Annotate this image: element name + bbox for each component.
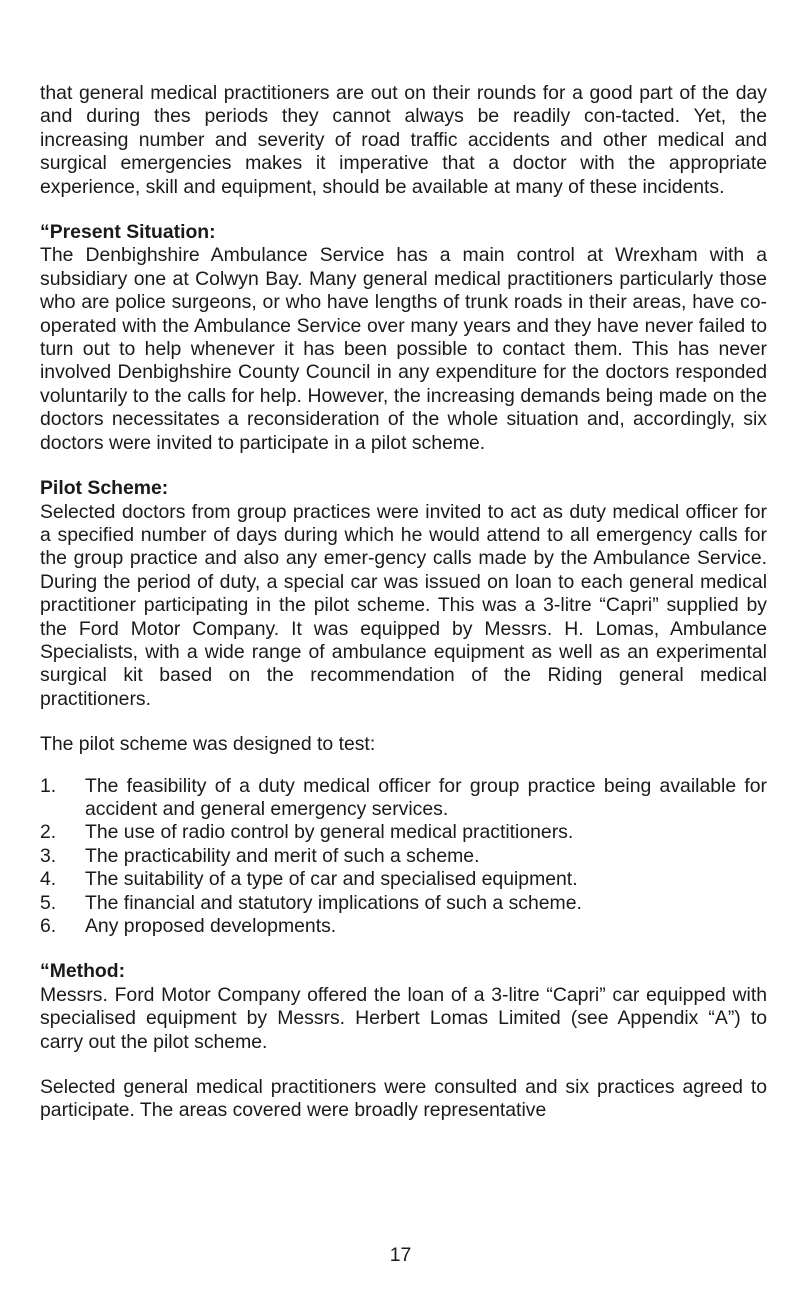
intro-paragraph: that general medical practitioners are out on their rounds for a good part of the day and during thes periods they cannot always be readily con-tacted. Yet, the increasing number and severity of road traffic accidents and other medical and surgical emergencies makes it imperative that a doctor with the appropriate experience, skill and equipment, should be available at many of these incidents. [40,82,767,198]
list-item-text: The suitability of a type of car and specialised equipment. [85,868,578,891]
test-list [40,775,767,939]
list-item-number: 4. [40,868,57,891]
list-item [40,821,767,844]
list-item [40,868,767,891]
list-item-number: 5. [40,891,57,914]
list-item-number: 3. [40,844,57,867]
method-paragraph-1: Messrs. Ford Motor Company offered the loan of a 3-litre “Capri” car equipped with specialised equipment by Messrs. Herbert Lomas Limited (see Appendix “A”) to carry out the pilot scheme. [40,983,767,1053]
test-intro: The pilot scheme was designed to test: [40,733,376,756]
list-item-number: 1. [40,774,57,797]
list-item-text: The practicability and merit of such a scheme. [85,844,480,867]
list-item [40,915,767,938]
document-page [40,82,767,1123]
present-situation-paragraph: The Denbighshire Ambulance Service has a main control at Wrexham with a subsidiary one at Colwyn Bay. Many general medical practitioners particularly those who are police surgeons, or who have lengths of trunk roads in their areas, have co-operated with the Ambulance Service over many years and they have never failed to turn out to help whenever it has been possible to contact them. This has never involved Denbighshire County Council in any expenditure for the doctors responded voluntarily to the calls for help. However, the increasing demands being made on the doctors necessitates a reconsideration of the whole situation and, accordingly, six doctors were invited to participate in a pilot scheme. [40,244,767,454]
list-item-text: The feasibility of a duty medical officer for group practice being available for accident and general emergency services. [85,774,767,820]
list-item-text: The financial and statutory implications of such a scheme. [85,891,582,914]
pilot-scheme-paragraph: Selected doctors from group practices were invited to act as duty medical officer for a specified number of days during which he would attend to all emergency calls for the group practice and also any emer-gency calls made by the Ambulance Service. During the period of duty, a special car was issued on loan to each general medical practitioner participating in the pilot scheme. This was a 3-litre “Capri” supplied by the Ford Motor Company. It was equipped by Messrs. H. Lomas, Ambulance Specialists, with a wide range of ambulance equipment as well as an experimental surgical kit based on the recommendation of the Riding general medical practitioners. [40,500,767,710]
list-item-number: 2. [40,821,57,844]
method-heading: “Method: [40,960,126,983]
present-situation-heading: “Present Situation: [40,221,216,244]
pilot-scheme-heading: Pilot Scheme: [40,477,169,500]
list-item [40,845,767,868]
list-item-text: The use of radio control by general medical practitioners. [85,821,574,844]
page-number: 17 [389,1244,412,1266]
list-item [40,775,767,822]
list-item [40,892,767,915]
method-paragraph-2: Selected general medical practitioners were consulted and six practices agreed to participate. The areas covered were broadly representative [40,1076,767,1122]
list-item-text: Any proposed developments. [85,915,337,937]
list-item-number: 6. [40,915,57,937]
